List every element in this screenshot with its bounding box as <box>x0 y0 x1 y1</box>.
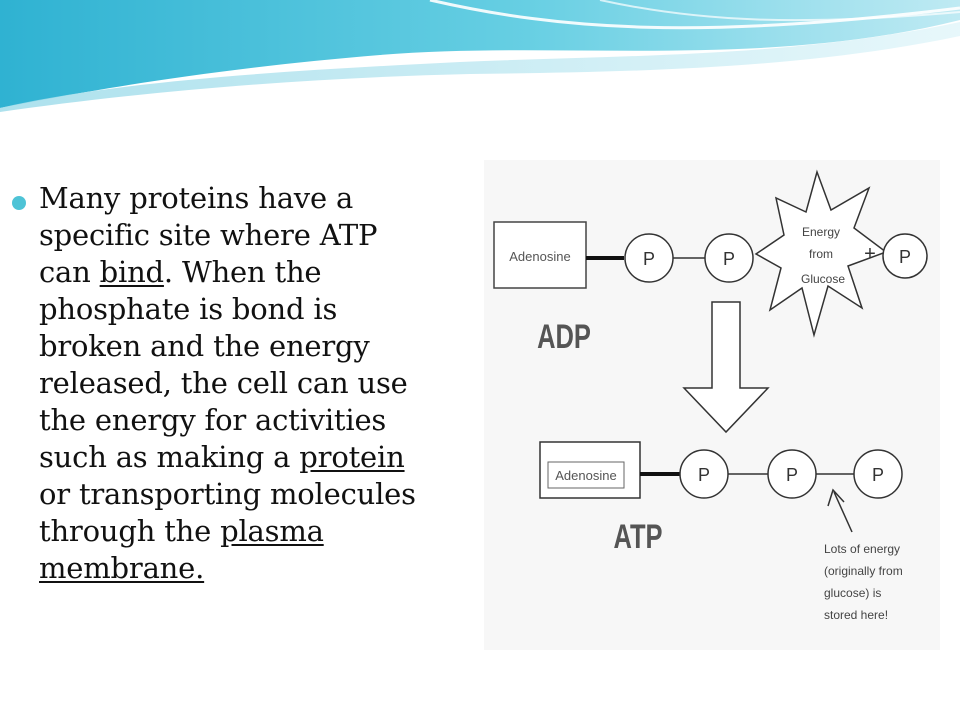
underlined-term-protein: protein <box>299 440 405 474</box>
text-part: Many proteins have a specific site where ATP can <box>39 181 378 289</box>
adp-phosphate-1-label: P <box>642 249 656 269</box>
atp-phosphate-1-label: P <box>697 465 711 485</box>
adp-name: ADP <box>537 318 591 356</box>
atp-phosphate-2-label: P <box>785 465 799 485</box>
energy-label-line-1: Energy <box>801 225 841 239</box>
bullet-block <box>12 180 432 587</box>
atp-note-line-2: (originally from <box>824 564 903 578</box>
text-part: . When the phosphate is bond is broken and the energy released, the cell can use the energy for activities such as making a <box>39 255 408 474</box>
atp-note-line-1: Lots of energy <box>824 542 901 556</box>
atp-note-line-4: stored here! <box>824 608 889 622</box>
underlined-term-plasma-membrane: plasma membrane. <box>39 514 324 585</box>
text-part: or transporting molecules through the <box>39 477 416 548</box>
bullet-text <box>39 180 432 587</box>
bullet-dot-icon <box>12 196 26 210</box>
pointer-arrow-line <box>834 492 852 532</box>
underlined-term-bind: bind <box>99 255 164 289</box>
adp-adenosine-label: Adenosine <box>509 249 571 264</box>
down-arrow-icon <box>684 302 768 432</box>
atp-name: ATP <box>613 518 663 556</box>
extra-phosphate-label: P <box>898 247 912 267</box>
atp-adenosine-label: Adenosine <box>555 468 617 483</box>
atp-note-line-3: glucose) is <box>824 586 882 600</box>
wave-header-decoration <box>0 0 960 120</box>
energy-label-line-3: Glucose <box>800 272 846 286</box>
adp-phosphate-2-label: P <box>722 249 736 269</box>
energy-label-line-2: from <box>809 247 833 261</box>
atp-adp-diagram <box>484 160 940 650</box>
adp-plus-2: + <box>864 243 876 265</box>
atp-phosphate-3-label: P <box>871 465 885 485</box>
